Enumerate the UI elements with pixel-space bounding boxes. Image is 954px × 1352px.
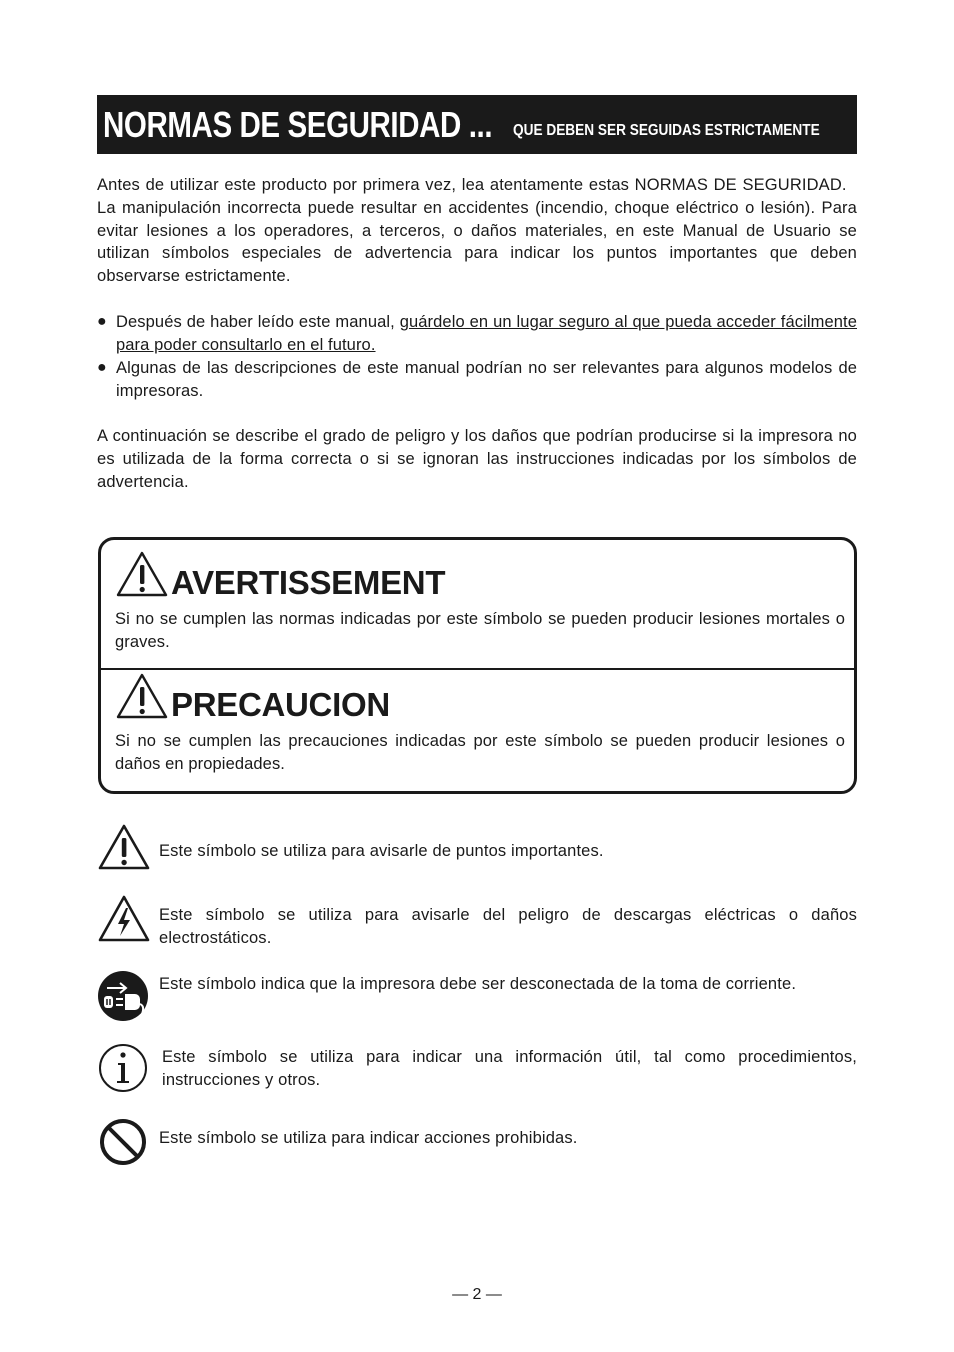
hazard-level-box — [98, 537, 857, 794]
symbol-description: Este símbolo se utiliza para indicar una información útil, tal como procedimientos, instrucciones y otros. — [162, 1048, 857, 1089]
bullet-text-underlined: guárdelo en un lugar seguro al que pueda acceder fácilmente para poder consultarlo en el futuro. — [116, 313, 857, 354]
page-subtitle: QUE DEBEN SER SEGUIDAS ESTRICTAMENTE — [513, 121, 820, 139]
warning-heading — [115, 550, 446, 601]
box-divider — [101, 668, 854, 670]
symbol-description: Este símbolo se utiliza para indicar acciones prohibidas. — [159, 1129, 578, 1147]
warning-description: Si no se cumplen las normas indicadas por este símbolo se pueden producir lesiones mortales o graves. — [115, 610, 845, 651]
symbol-description: Este símbolo se utiliza para avisarle del peligro de descargas eléctricas o daños electrostáticos. — [159, 906, 857, 947]
bullet-marker: ● — [97, 359, 107, 376]
prohibited-icon — [97, 1116, 149, 1168]
warning-triangle-icon — [115, 550, 169, 598]
page-title: NORMAS DE SEGURIDAD ... — [103, 103, 493, 145]
danger-intro-paragraph: A continuación se describe el grado de peligro y los daños que podrían producirse si la impresora no es utilizada de la forma correcta o si se ignoran las instrucciones indicadas por los símbolos de advertencia. — [97, 427, 857, 491]
bullet-text: Algunas de las descripciones de este manual podrían no ser relevantes para algunos modelos de impresoras. — [116, 359, 857, 400]
intro-paragraph: Antes de utilizar este producto por primera vez, lea atentamente estas NORMAS DE SEGURIDAD. La manipulación incorrecta puede resultar en accidentes (incendio, choque eléctrico o lesión). Para evitar lesiones a los operadores, a terceros, o daños materiales, en este Manual de Usuario se utilizan símbolos especiales de advertencia para indicar los puntos importantes que deben observarse estrictamente. — [97, 176, 857, 286]
bullet-text-prefix: Después de haber leído este manual, — [116, 313, 400, 331]
bullet-item-keep-manual — [97, 311, 857, 357]
caution-heading — [115, 672, 390, 723]
symbol-row-unplug — [97, 970, 857, 1026]
symbol-description: Este símbolo indica que la impresora debe ser desconectada de la toma de corriente. — [159, 975, 797, 993]
caution-description: Si no se cumplen las precauciones indicadas por este símbolo se pueden producir lesiones o daños en propiedades. — [115, 732, 845, 773]
symbol-row-important — [97, 823, 857, 873]
caution-triangle-icon — [115, 672, 169, 720]
symbol-row-prohibited — [97, 1116, 857, 1168]
electric-shock-triangle-icon — [97, 894, 151, 944]
symbol-row-electric — [97, 894, 857, 946]
exclamation-triangle-icon — [97, 823, 151, 871]
symbol-description: Este símbolo se utiliza para avisarle de puntos importantes. — [159, 842, 604, 860]
bullet-item-descriptions — [97, 357, 857, 403]
page-number: — 2 — — [452, 1286, 502, 1303]
page-title-bar — [97, 95, 857, 154]
caution-title: PRECAUCION — [171, 686, 390, 723]
warning-title: AVERTISSEMENT — [171, 564, 446, 601]
unplug-icon — [97, 970, 149, 1022]
bullet-marker: ● — [97, 313, 107, 330]
symbol-row-info — [97, 1042, 857, 1094]
information-icon — [97, 1042, 149, 1094]
